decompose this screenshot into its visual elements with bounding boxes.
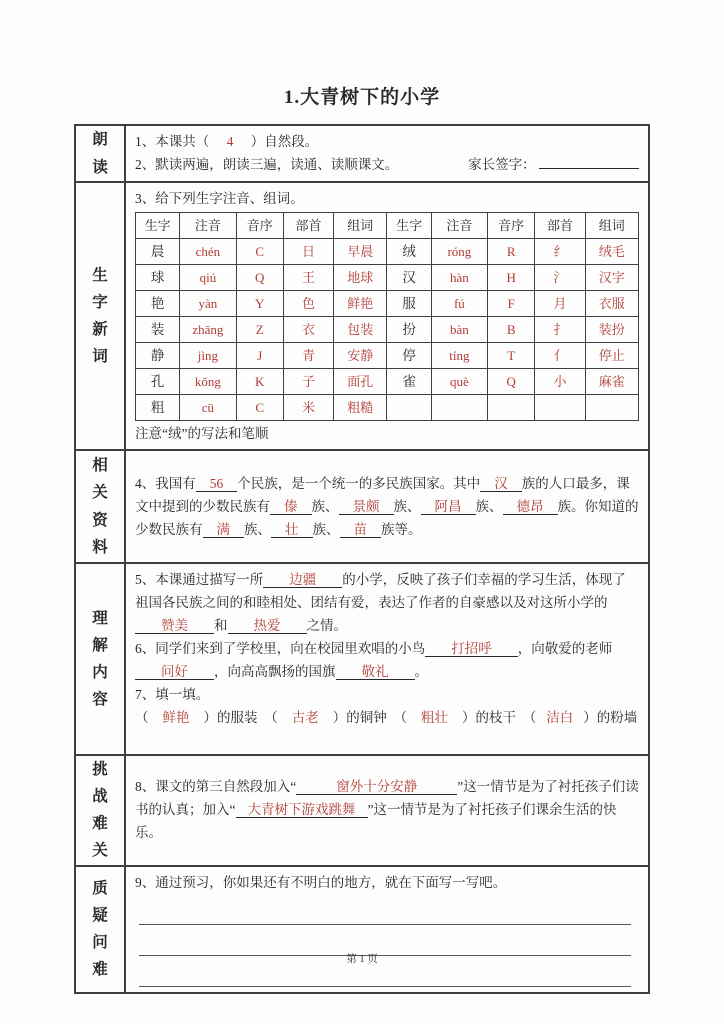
- answer-in-parens: 古老: [291, 710, 319, 725]
- word-table: [135, 212, 639, 421]
- word-table-cell: tíng: [431, 343, 487, 369]
- word-table-row: [136, 395, 639, 421]
- section-reading-label-cell: [76, 126, 126, 181]
- text-segment: 个民族，是一个统一的多民族国家。其中: [237, 475, 481, 491]
- word-table-cell: 装: [136, 317, 180, 343]
- answer-blank: 满: [203, 522, 245, 538]
- word-table-cell: 鲜艳: [334, 291, 387, 317]
- stroke-order-note: 注意“绒”的写法和笔顺: [135, 426, 269, 441]
- word-table-cell: 衣: [283, 317, 333, 343]
- word-table-cell: [535, 395, 585, 421]
- section-label: 质疑问难: [92, 879, 108, 979]
- word-table-header: 组词: [585, 213, 638, 239]
- worksheet-table: [74, 124, 650, 994]
- section-reading-content: [126, 126, 648, 181]
- page-footer: 第 1 页: [346, 954, 378, 965]
- item-1: [135, 130, 639, 153]
- word-table-row: [136, 317, 639, 343]
- word-table-cell: [387, 395, 431, 421]
- text-segment: 的小学，反映了孩子们幸福的学习生活，体现了祖国各民族之间的和睦相处、团结有爱，表达了作者的自豪感以及对这所小学的: [135, 572, 626, 610]
- text-segment: 之情。: [306, 618, 347, 633]
- text-segment: 族、: [244, 521, 271, 537]
- word-table-cell: 衣服: [585, 291, 638, 317]
- section-vocabulary: [76, 183, 648, 451]
- text-segment: ”这一情节是为了衬托孩子们课余生活的快乐。: [135, 802, 617, 841]
- section-questions-label-cell: [76, 867, 126, 992]
- text-segment: 5、本课通过描写一所: [135, 572, 264, 587]
- answer-blank: 景颇: [339, 499, 394, 515]
- word-table-cell: [431, 395, 487, 421]
- word-table-header: 音序: [488, 213, 535, 239]
- word-table-cell: 装扮: [585, 317, 638, 343]
- text-segment: ）自然段。: [250, 134, 319, 149]
- text-segment: 8、课文的第三自然段加入“: [135, 779, 297, 795]
- word-table-cell: T: [488, 343, 535, 369]
- word-table-row: [136, 369, 639, 395]
- word-table-cell: 绒: [387, 239, 431, 265]
- section-challenge-label-cell: [76, 756, 126, 865]
- text-segment: 4、我国有: [135, 475, 196, 491]
- word-table-cell: 扮: [387, 317, 431, 343]
- page-title: 1.大青树下的小学: [283, 87, 441, 108]
- answer-blank: 壮: [271, 522, 313, 538]
- word-table-cell: 绒毛: [585, 239, 638, 265]
- answer-blank: 大青树下游戏跳舞: [236, 802, 368, 818]
- word-table-cell: yàn: [180, 291, 236, 317]
- write-line: [139, 894, 631, 925]
- item-7-fill: [135, 706, 639, 729]
- word-table-cell: B: [488, 317, 535, 343]
- word-table-cell: 面孔: [334, 369, 387, 395]
- answer-blank: 敬礼: [336, 664, 415, 680]
- word-table-cell: Z: [236, 317, 283, 343]
- word-table-cell: Q: [236, 265, 283, 291]
- word-table-cell: 汉字: [585, 265, 638, 291]
- word-table-cell: chén: [180, 239, 236, 265]
- answer-blank: 打招呼: [425, 641, 518, 657]
- text-segment: 族等。: [381, 521, 422, 537]
- word-table-cell: 地球: [334, 265, 387, 291]
- word-table-header: 部首: [283, 213, 333, 239]
- word-table-cell: qiú: [180, 265, 236, 291]
- word-table-row: [136, 291, 639, 317]
- word-table-cell: 粗: [136, 395, 180, 421]
- section-questions-content: [126, 867, 648, 992]
- text-segment: 族、: [475, 498, 503, 514]
- word-table-header: 生字: [136, 213, 180, 239]
- item-7: 7、填一填。: [135, 687, 210, 702]
- section-label: 理解内容: [92, 609, 108, 709]
- text-segment: 族、: [393, 498, 421, 514]
- section-related-material-label-cell: [76, 451, 126, 562]
- text-segment: ，向敬爱的老师: [517, 641, 613, 656]
- word-table-cell: H: [488, 265, 535, 291]
- item-5: [135, 568, 639, 637]
- word-table-header: 部首: [535, 213, 585, 239]
- answer-blank: 阿昌: [421, 499, 476, 515]
- section-label: 朗读: [92, 131, 108, 176]
- answer-in-parens: 鲜艳: [162, 710, 190, 725]
- word-table-cell: 汉: [387, 265, 431, 291]
- answer-blank: 问好: [135, 664, 214, 680]
- text-segment: ，向高高飘扬的国旗: [214, 664, 336, 679]
- text-segment: 2、默读两遍，朗读三遍，读通、读顺课文。: [135, 157, 399, 172]
- section-challenge-content: [126, 756, 648, 865]
- word-table-cell: 小: [535, 369, 585, 395]
- signature-blank-line: [539, 157, 639, 169]
- word-table-cell: 停止: [585, 343, 638, 369]
- word-table-row: [136, 239, 639, 265]
- word-table-cell: 雀: [387, 369, 431, 395]
- word-table-cell: [585, 395, 638, 421]
- answer-blank: 傣: [270, 499, 312, 515]
- word-table-cell: zhāng: [180, 317, 236, 343]
- word-table-cell: 子: [283, 369, 333, 395]
- text-segment: 族的人口最多，课文中提到的少数民族有: [135, 475, 630, 514]
- section-comprehension: [76, 564, 648, 756]
- section-questions: [76, 867, 648, 992]
- text-segment: 1、本课共（: [135, 134, 210, 149]
- word-table-cell: Y: [236, 291, 283, 317]
- word-table-cell: 色: [283, 291, 333, 317]
- word-table-cell: F: [488, 291, 535, 317]
- word-table-cell: J: [236, 343, 283, 369]
- word-table-cell: 静: [136, 343, 180, 369]
- word-table-cell: Q: [488, 369, 535, 395]
- section-comprehension-label-cell: [76, 564, 126, 754]
- word-table-cell: bàn: [431, 317, 487, 343]
- word-table-cell: 麻雀: [585, 369, 638, 395]
- word-table-cell: jìng: [180, 343, 236, 369]
- word-table-header: 音序: [236, 213, 283, 239]
- section-related-material: [76, 451, 648, 564]
- word-table-cell: 纟: [535, 239, 585, 265]
- answer-blank: 德昂: [503, 499, 558, 515]
- word-table-cell: 孔: [136, 369, 180, 395]
- section-label: 生字新词: [92, 266, 108, 366]
- answer-paragraph-count: 4: [226, 134, 234, 149]
- text-segment: ）的服装 （: [203, 710, 278, 725]
- word-table-cell: [488, 395, 535, 421]
- item-6: [135, 637, 639, 683]
- word-table-cell: K: [236, 369, 283, 395]
- item-2: [135, 153, 639, 176]
- word-table-cell: 安静: [334, 343, 387, 369]
- section-vocabulary-content: [126, 183, 648, 449]
- word-table-cell: 晨: [136, 239, 180, 265]
- word-table-cell: C: [236, 395, 283, 421]
- answer-in-parens: 洁白: [546, 710, 574, 725]
- item-4: [135, 472, 639, 541]
- section-comprehension-content: [126, 564, 648, 754]
- word-table-cell: 月: [535, 291, 585, 317]
- word-table-cell: róng: [431, 239, 487, 265]
- word-table-cell: R: [488, 239, 535, 265]
- answer-blank: 56: [196, 476, 238, 492]
- text-segment: 。: [414, 664, 428, 679]
- text-segment: ）的枝干 （: [462, 710, 537, 725]
- text-segment: 族、: [311, 498, 339, 514]
- section-related-material-content: [126, 451, 648, 562]
- answer-blank: 边疆: [263, 572, 342, 588]
- word-table-cell: 早晨: [334, 239, 387, 265]
- word-table-cell: 亻: [535, 343, 585, 369]
- item-3: 3、给下列生字注音、组词。: [135, 191, 304, 206]
- word-table-cell: què: [431, 369, 487, 395]
- word-table-cell: kǒng: [180, 369, 236, 395]
- answer-blank: 热爱: [228, 618, 307, 634]
- word-table-cell: 服: [387, 291, 431, 317]
- text-segment: 和: [214, 618, 228, 633]
- section-label: 挑战难关: [92, 761, 108, 860]
- word-table-cell: 王: [283, 265, 333, 291]
- word-table-cell: cū: [180, 395, 236, 421]
- text-segment: 族。你知道的少数民族有: [135, 498, 639, 537]
- text-segment: 6、同学们来到了学校里，向在校园里欢唱的小鸟: [135, 641, 426, 656]
- answer-blank: 苗: [340, 522, 382, 538]
- word-table-cell: fú: [431, 291, 487, 317]
- word-table-cell: 粗糙: [334, 395, 387, 421]
- word-table-row: [136, 343, 639, 369]
- word-table-header: 生字: [387, 213, 431, 239]
- word-table-cell: 球: [136, 265, 180, 291]
- word-table-cell: 停: [387, 343, 431, 369]
- text-segment: ”这一情节是为了衬托孩子们读书的认真；加入“: [135, 779, 639, 818]
- answer-in-parens: 粗壮: [421, 710, 448, 725]
- section-vocabulary-label-cell: [76, 183, 126, 449]
- word-table-cell: 青: [283, 343, 333, 369]
- section-label: 相关资料: [92, 457, 108, 556]
- word-table-cell: 日: [283, 239, 333, 265]
- text-segment: 族、: [312, 521, 340, 537]
- word-table-cell: 包装: [334, 317, 387, 343]
- answer-blank: 赞美: [135, 618, 214, 634]
- word-table-header: 注音: [431, 213, 487, 239]
- word-table-header: 注音: [180, 213, 236, 239]
- word-table-cell: 艳: [136, 291, 180, 317]
- section-reading: [76, 126, 648, 183]
- word-table-header-row: [136, 213, 639, 239]
- answer-blank: 汉: [480, 476, 522, 492]
- word-table-cell: 米: [283, 395, 333, 421]
- item-9: 9、通过预习，你如果还有不明白的地方，就在下面写一写吧。: [135, 874, 507, 890]
- text-segment: ）的粉墙: [583, 710, 638, 725]
- answer-blank: 窗外十分安静: [296, 779, 457, 795]
- word-table-cell: 扌: [535, 317, 585, 343]
- text-segment: ）的铜钟 （: [332, 710, 407, 725]
- word-table-cell: hàn: [431, 265, 487, 291]
- word-table-cell: C: [236, 239, 283, 265]
- text-segment: （: [135, 710, 149, 725]
- parent-signature: [468, 153, 639, 176]
- word-table-cell: 氵: [535, 265, 585, 291]
- item-8: [135, 775, 639, 844]
- signature-label: 家长签字：: [468, 157, 536, 172]
- word-table-header: 组词: [334, 213, 387, 239]
- word-table-row: [136, 265, 639, 291]
- section-challenge: [76, 756, 648, 867]
